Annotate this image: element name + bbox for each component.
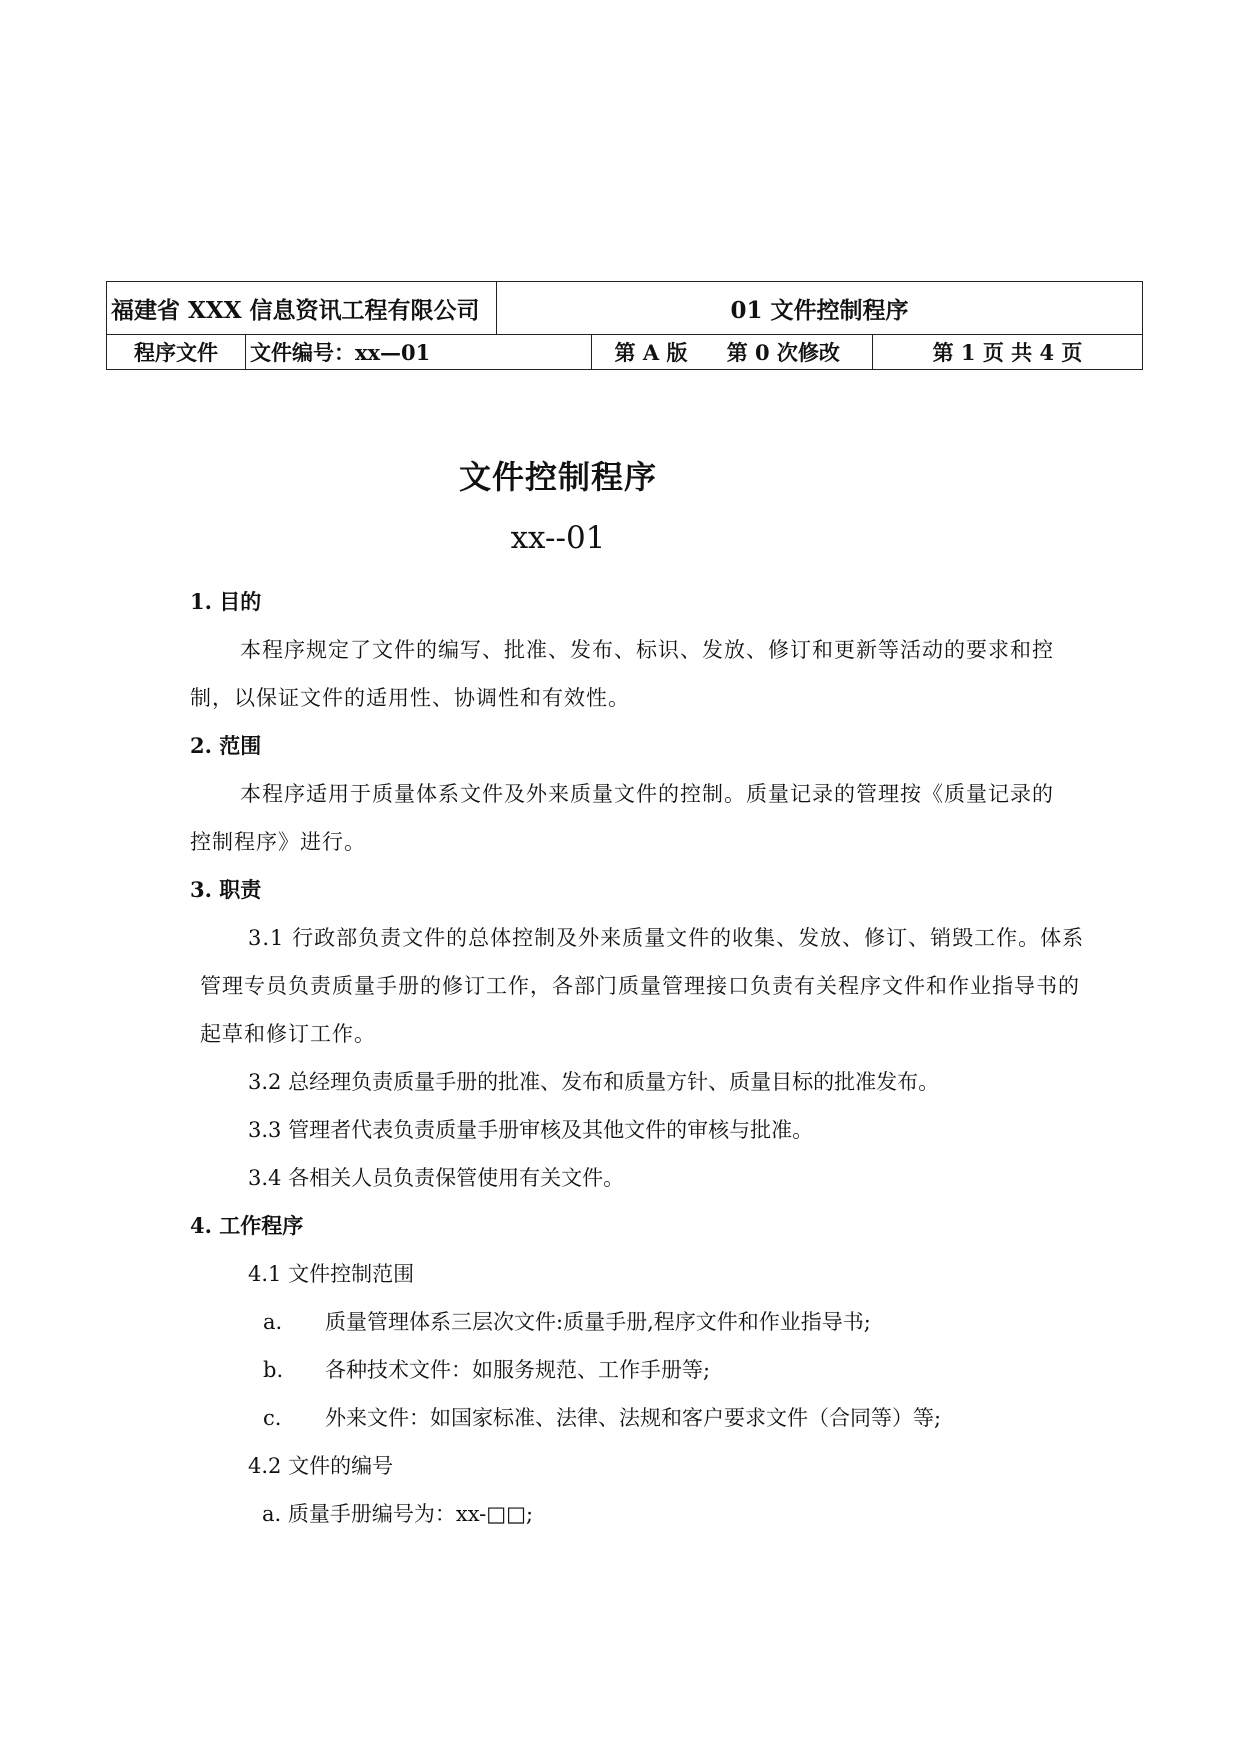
list-item: b. 各种技术文件：如服务规范、工作手册等;: [263, 1358, 711, 1382]
company-name: 福建省 XXX 信息资讯工程有限公司: [107, 282, 497, 335]
document-code: xx--01: [510, 520, 606, 556]
list-item: c. 外来文件：如国家标准、法律、法规和客户要求文件（合同等）等;: [263, 1406, 942, 1430]
page-info: 第 1 页 共 4 页: [873, 335, 1143, 370]
section-heading: 3. 职责: [190, 877, 262, 902]
doc-revision: 第 0 次修改: [726, 340, 840, 365]
responsibility-item: 3.3 管理者代表负责质量手册审核及其他文件的审核与批准。: [248, 1118, 814, 1142]
subsection-heading: 4.2 文件的编号: [248, 1454, 394, 1478]
header-doc-title: 01 文件控制程序: [497, 282, 1143, 335]
section-paragraph: 本程序规定了文件的编写、批准、发布、标识、发放、修订和更新等活动的要求和控制，以保证文件的适用性、协调性和有效性。: [190, 638, 1054, 710]
doc-type: 程序文件: [107, 335, 246, 370]
document-body: [190, 578, 1085, 1538]
document-title: 文件控制程序: [458, 458, 657, 496]
version-revision-cell: [592, 335, 873, 370]
responsibility-item: 3.1 行政部负责文件的总体控制及外来质量文件的收集、发放、修订、销毁工作。体系管理专员负责质量手册的修订工作，各部门质量管理接口负责有关程序文件和作业指导书的起草和修订工作。: [200, 926, 1085, 1046]
document-header-table: [106, 281, 1143, 370]
subsection-heading: 4.1 文件控制范围: [248, 1262, 415, 1286]
section-heading: 2. 范围: [190, 733, 262, 758]
responsibility-item: 3.2 总经理负责质量手册的批准、发布和质量方针、质量目标的批准发布。: [248, 1070, 940, 1094]
doc-number: 文件编号：xx—01: [246, 335, 592, 370]
section-heading: 4. 工作程序: [190, 1213, 304, 1238]
section-heading: 1. 目的: [190, 589, 262, 614]
section-paragraph: 本程序适用于质量体系文件及外来质量文件的控制。质量记录的管理按《质量记录的控制程序》进行。: [190, 782, 1054, 854]
list-item: a. 质量手册编号为：xx-□□;: [262, 1502, 534, 1526]
responsibility-item: 3.4 各相关人员负责保管使用有关文件。: [248, 1166, 625, 1190]
list-item: a. 质量管理体系三层次文件:质量手册,程序文件和作业指导书;: [263, 1310, 871, 1334]
doc-version: 第 A 版: [614, 340, 688, 365]
